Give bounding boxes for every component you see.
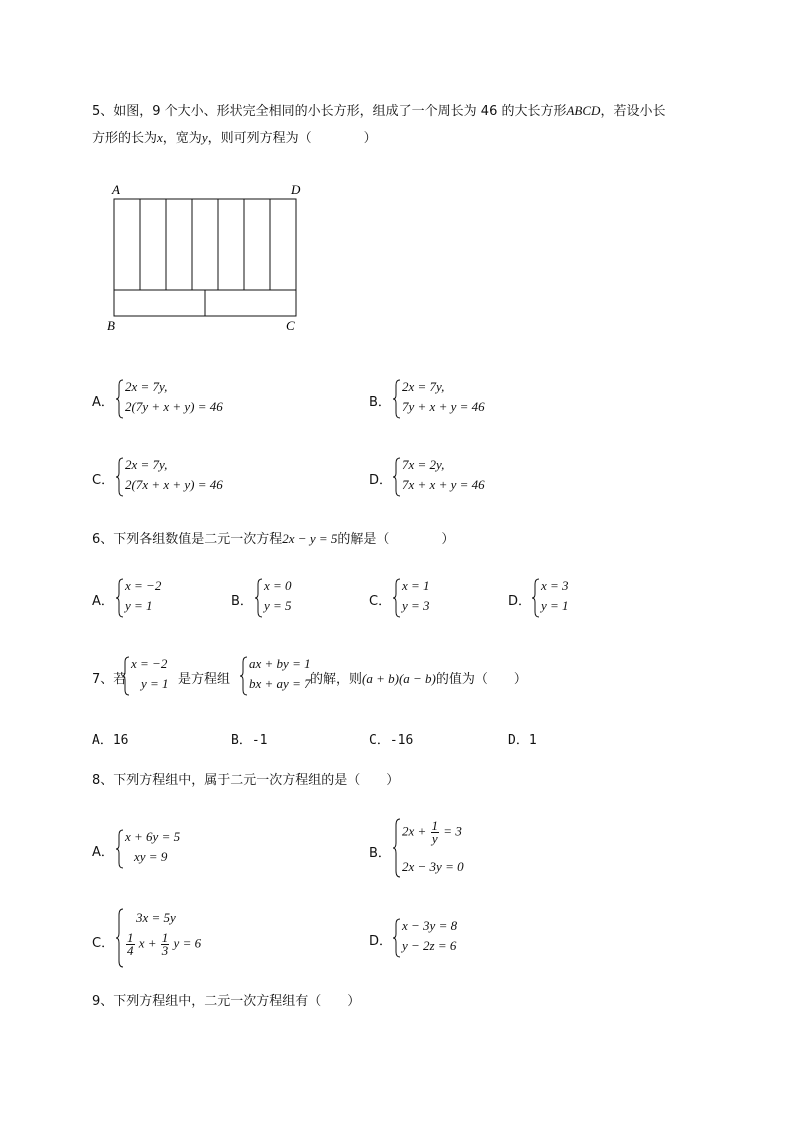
brace-icon bbox=[393, 379, 401, 419]
q6-option-d-label: D． bbox=[508, 594, 532, 609]
q7-option-c[interactable]: C．-16 bbox=[369, 733, 414, 748]
q7-text-b: 是方程组 bbox=[178, 672, 231, 687]
q5-line2 bbox=[92, 127, 377, 146]
brace-icon bbox=[240, 656, 248, 696]
q5-option-b-label: B． bbox=[369, 395, 391, 410]
q7-sys2-eq2: bx + ay = 7 bbox=[249, 676, 311, 691]
q8-b-fraction bbox=[431, 820, 440, 845]
q5-option-c-label: C． bbox=[92, 473, 115, 488]
q6-option-c[interactable] bbox=[369, 578, 489, 618]
q5-b-eq1: 2x = 7y, bbox=[402, 379, 445, 394]
figure-label-c: C bbox=[286, 318, 295, 333]
q5-option-c[interactable] bbox=[92, 457, 292, 497]
q8-c-f2-num: 1 bbox=[161, 930, 169, 945]
q7-sys1-eq1: x = −2 bbox=[131, 656, 168, 671]
q8-option-a-label: A． bbox=[92, 845, 114, 860]
q6-option-c-label: C． bbox=[369, 594, 392, 609]
q7-expression: (a + b)(a − b) bbox=[362, 671, 436, 686]
q8-option-d-label: D． bbox=[369, 934, 393, 949]
q6-c-eq1: x = 1 bbox=[402, 578, 430, 593]
q8-option-a[interactable] bbox=[92, 829, 292, 869]
brace-icon bbox=[393, 578, 401, 618]
q5-line2-a: 方形的长为 bbox=[92, 131, 158, 146]
q7-text-a: 7、若 bbox=[92, 672, 127, 687]
q5-c-eq2: 2(7x + x + y) = 46 bbox=[125, 477, 223, 492]
brace-icon bbox=[116, 457, 124, 497]
brace-icon bbox=[122, 656, 130, 696]
brace-icon bbox=[116, 908, 124, 968]
q7-option-d[interactable]: D．1 bbox=[508, 733, 537, 748]
q5-option-a-label: A． bbox=[92, 395, 114, 410]
q6-text bbox=[92, 528, 454, 547]
q6-b-eq2: y = 5 bbox=[264, 598, 292, 613]
q5-option-b[interactable] bbox=[369, 379, 569, 419]
q9-text: 9、下列方程组中，二元一次方程组有（ ） bbox=[92, 994, 361, 1009]
q6-d-eq1: x = 3 bbox=[541, 578, 569, 593]
q5-var-x: x bbox=[157, 130, 163, 145]
q8-c-f1-num: 1 bbox=[127, 930, 134, 945]
q8-option-c-label: C． bbox=[92, 936, 115, 951]
q7-tail bbox=[310, 668, 527, 687]
q7-sys1-eq2: y = 1 bbox=[141, 676, 169, 691]
q5-b-eq2: 7y + x + y = 46 bbox=[402, 399, 485, 414]
q6-text-b: 的解是（ ） bbox=[337, 532, 455, 547]
q6-a-eq1: x = −2 bbox=[125, 578, 162, 593]
q7-text-c: 的解，则 bbox=[310, 672, 363, 687]
q8-c-mid: x + bbox=[138, 935, 157, 951]
figure-label-a: A bbox=[112, 182, 120, 197]
q8-option-b-label: B． bbox=[369, 846, 391, 861]
brace-icon bbox=[393, 818, 401, 878]
q5-line1 bbox=[92, 100, 665, 119]
figure-label-d: D bbox=[291, 182, 301, 197]
q8-c-tail: y = 6 bbox=[173, 935, 202, 951]
brace-icon bbox=[116, 829, 124, 869]
q5-option-d-label: D． bbox=[369, 473, 393, 488]
q6-option-d[interactable] bbox=[508, 578, 628, 618]
brace-icon bbox=[116, 379, 124, 419]
q5-option-a[interactable] bbox=[92, 379, 292, 419]
q8-a-eq2: xy = 9 bbox=[134, 849, 168, 864]
q5-d-eq2: 7x + x + y = 46 bbox=[402, 477, 485, 492]
q8-c-fraction-1 bbox=[126, 932, 135, 957]
q5-a-eq1: 2x = 7y, bbox=[125, 379, 168, 394]
q8-d-eq1: x − 3y = 8 bbox=[402, 918, 458, 933]
q7-sys2-eq1: ax + by = 1 bbox=[249, 656, 311, 671]
q6-d-eq2: y = 1 bbox=[541, 598, 569, 613]
q7-text-d: 的值为（ ） bbox=[435, 672, 527, 687]
q8-option-c[interactable] bbox=[92, 908, 292, 968]
q8-b-frac-num: 1 bbox=[431, 818, 439, 833]
q6-a-eq2: y = 1 bbox=[125, 598, 153, 613]
q6-text-a: 6、下列各组数值是二元一次方程 bbox=[92, 532, 283, 547]
q6-c-eq2: y = 3 bbox=[402, 598, 430, 613]
brace-icon bbox=[393, 918, 401, 958]
q8-c-f2-den: 3 bbox=[161, 943, 169, 958]
q8-b-frac-den: y bbox=[431, 831, 438, 846]
q8-text: 8、下列方程组中，属于二元一次方程组的是（ ） bbox=[92, 773, 400, 788]
q6-option-a[interactable] bbox=[92, 578, 212, 618]
brace-icon bbox=[532, 578, 540, 618]
q5-d-eq1: 7x = 2y, bbox=[402, 457, 445, 472]
q7-option-a[interactable]: A．16 bbox=[92, 733, 129, 748]
q8-b-eq1-a: 2x + bbox=[402, 823, 427, 839]
q8-b-eq1-b: = 3 bbox=[443, 823, 462, 839]
q8-c-fraction-2 bbox=[161, 932, 170, 957]
q5-c-eq1: 2x = 7y, bbox=[125, 457, 168, 472]
q5-rectangle-figure bbox=[104, 180, 314, 336]
q7-stem bbox=[92, 656, 612, 696]
brace-icon bbox=[116, 578, 124, 618]
q5-line2-c: ，则可列方程为（ ） bbox=[207, 131, 377, 146]
q6-b-eq1: x = 0 bbox=[264, 578, 292, 593]
q8-c-eq1: 3x = 5y bbox=[136, 910, 176, 925]
q7-option-b[interactable]: B．-1 bbox=[231, 733, 268, 748]
q5-line1-tail: ，若设小长 bbox=[600, 104, 666, 119]
q5-option-d[interactable] bbox=[369, 457, 569, 497]
brace-icon bbox=[393, 457, 401, 497]
q8-option-d[interactable] bbox=[369, 918, 569, 958]
q8-c-f1-den: 4 bbox=[127, 943, 134, 958]
q5-line2-b: ，宽为 bbox=[162, 131, 202, 146]
q6-equation: 2x − y = 5 bbox=[282, 531, 338, 546]
q8-a-eq1: x + 6y = 5 bbox=[125, 829, 181, 844]
q6-option-b-label: B． bbox=[231, 594, 253, 609]
q5-a-eq2: 2(7y + x + y) = 46 bbox=[125, 399, 223, 414]
q5-label-abcd: ABCD bbox=[566, 103, 601, 118]
q6-option-b[interactable] bbox=[231, 578, 351, 618]
brace-icon bbox=[255, 578, 263, 618]
q8-b-eq2: 2x − 3y = 0 bbox=[402, 859, 464, 874]
q5-var-y: y bbox=[201, 130, 208, 145]
q5-line1-text: 5、如图，9 个大小、形状完全相同的小长方形，组成了一个周长为 46 的大长方形 bbox=[92, 104, 567, 119]
q8-option-b[interactable] bbox=[369, 818, 569, 878]
q8-d-eq2: y − 2z = 6 bbox=[402, 938, 457, 953]
figure-label-b: B bbox=[107, 318, 115, 333]
q6-option-a-label: A． bbox=[92, 594, 114, 609]
